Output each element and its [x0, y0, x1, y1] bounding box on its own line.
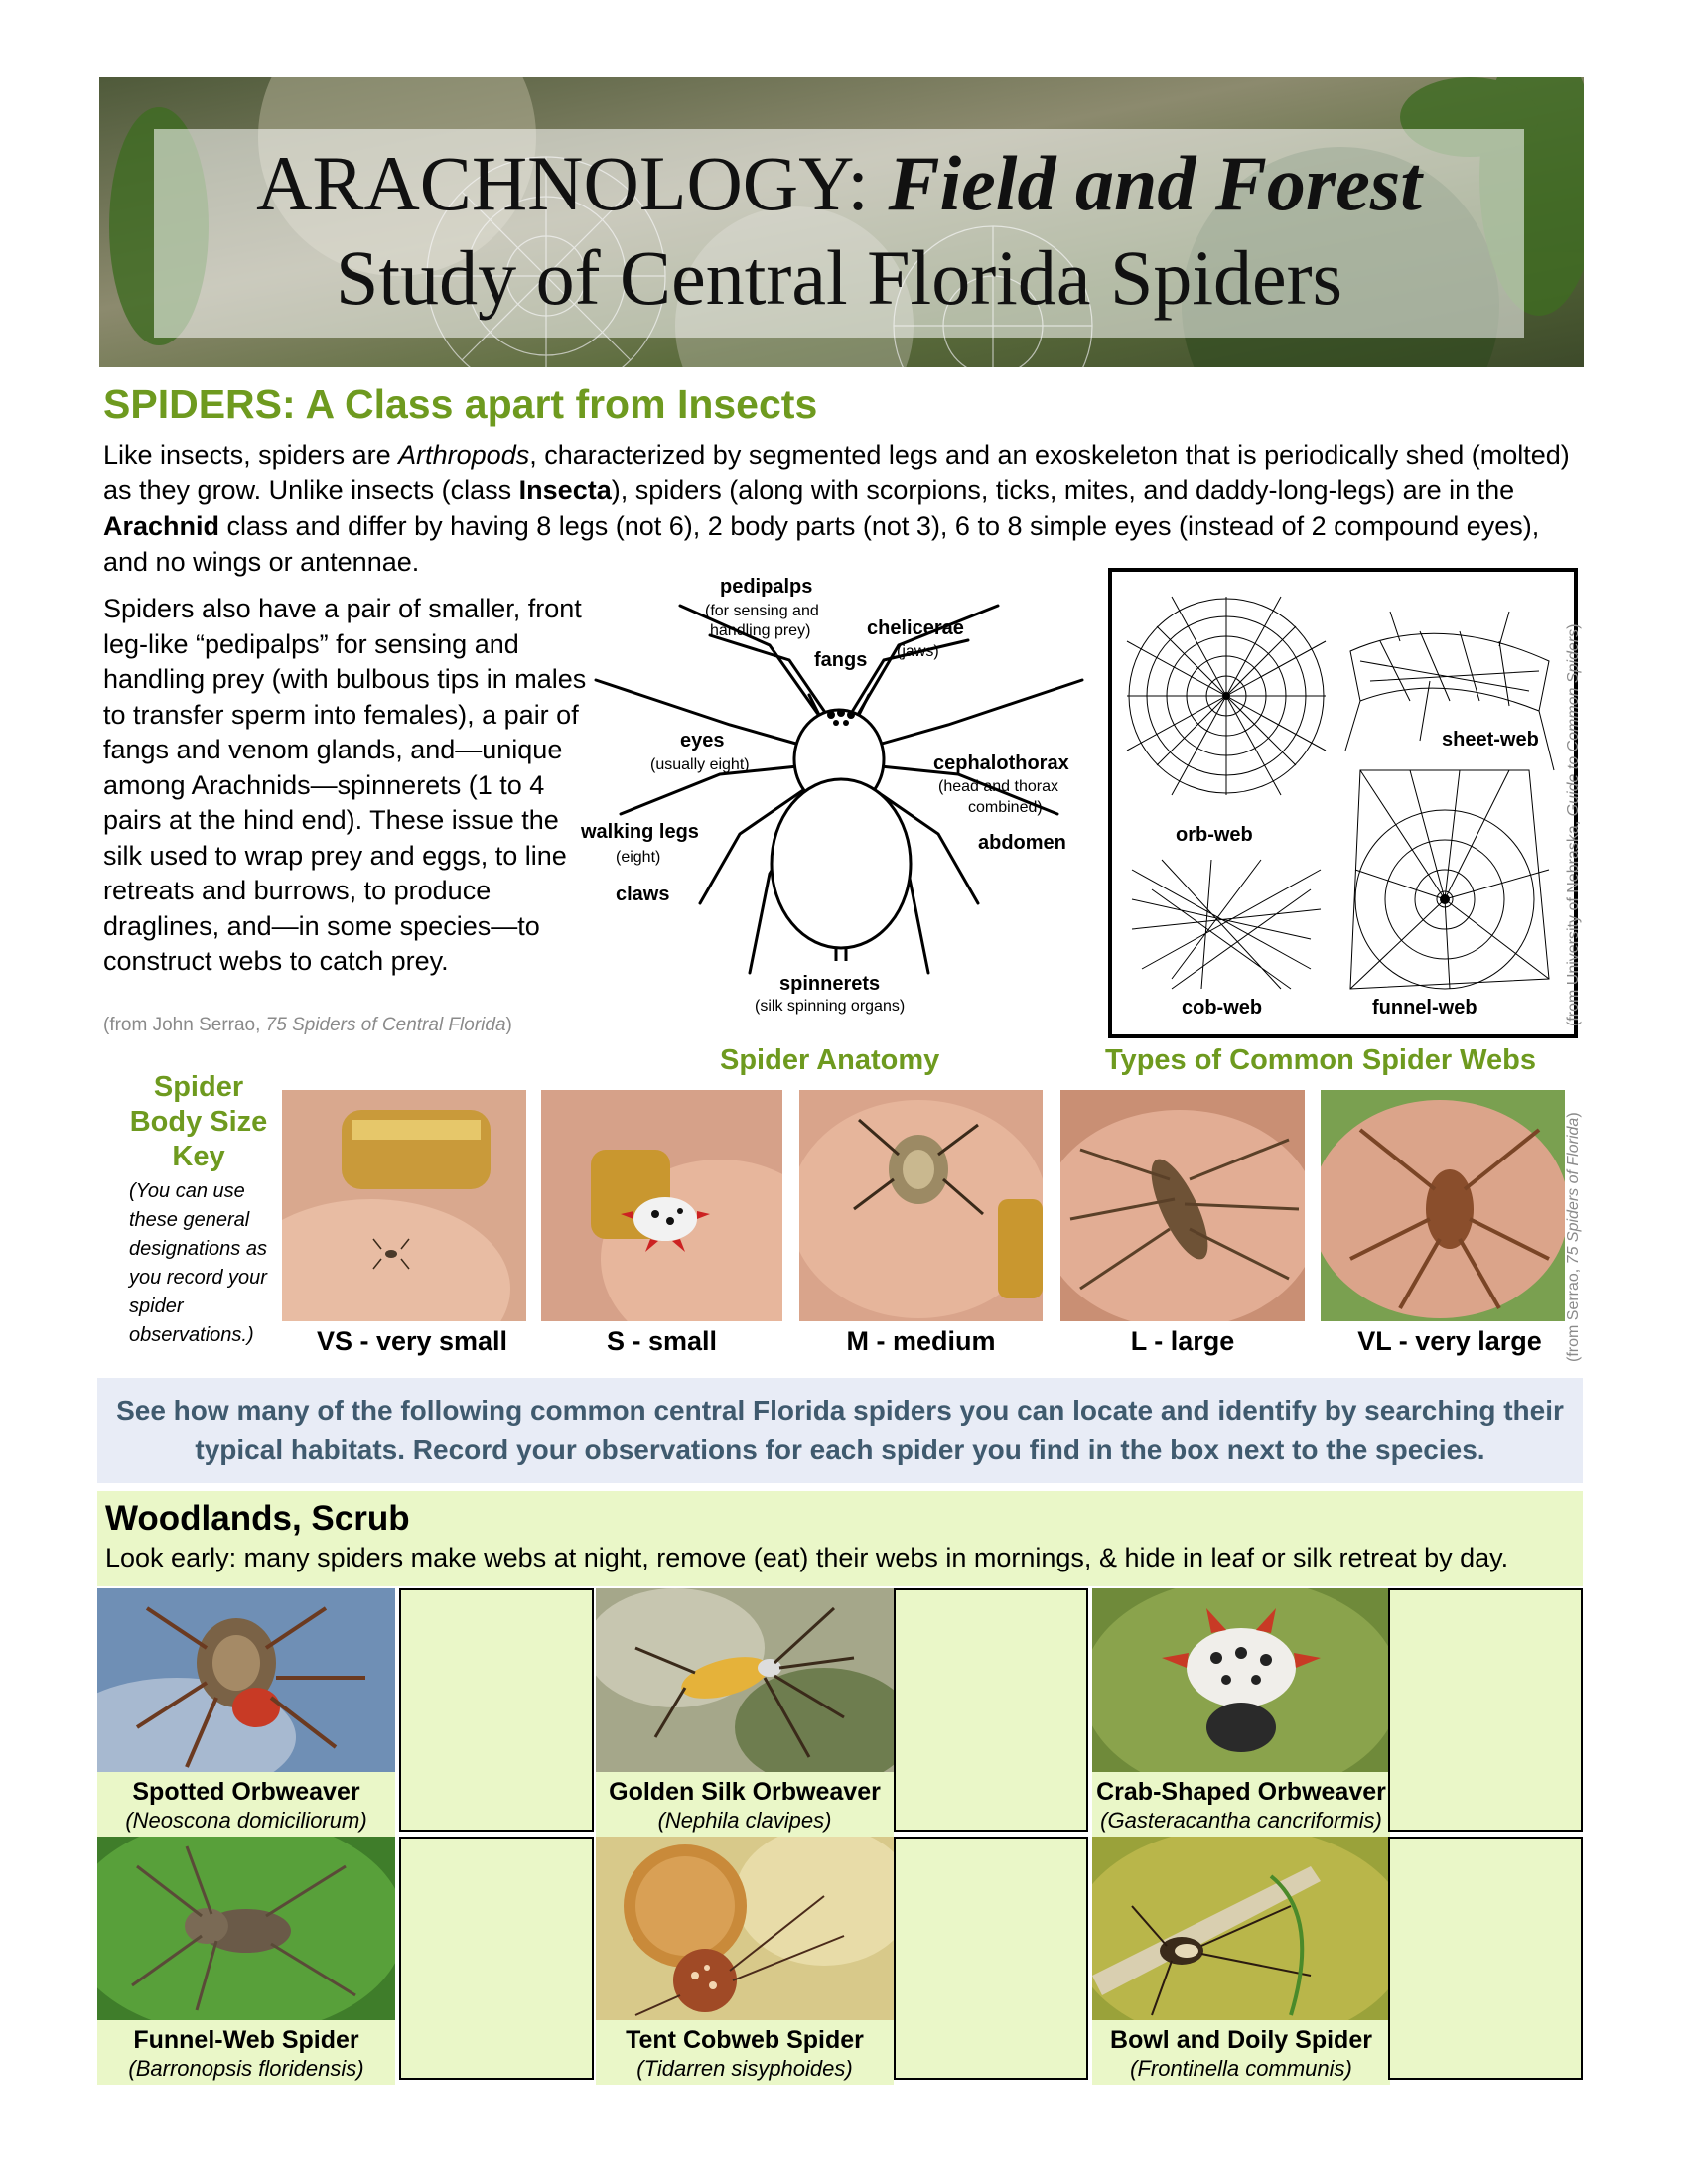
- spider-common-name: Bowl and Doily Spider: [1110, 2026, 1372, 2054]
- intro-text: ), spiders (along with scorpions, ticks, mites, and daddy-long-legs) are in the: [611, 476, 1515, 505]
- spider-scientific-name: (Barronopsis floridensis): [128, 2056, 364, 2081]
- section-title: SPIDERS: A Class apart from Insects: [103, 381, 818, 427]
- size-label-very-large: VL - very large: [1357, 1326, 1542, 1356]
- spider-common-name: Spotted Orbweaver: [132, 1778, 360, 1806]
- intro-text: Like insects, spiders are: [103, 440, 399, 470]
- size-photo-very-large: [1321, 1090, 1565, 1321]
- header-title-panel: [154, 129, 1524, 338]
- label-chelicerae-sub: (jaws): [897, 643, 939, 660]
- spider-label: [97, 1772, 395, 1837]
- label-walking-legs-sub: (eight): [616, 849, 661, 866]
- label-abdomen: abdomen: [978, 832, 1066, 854]
- woodlands-header: [97, 1491, 1583, 1586]
- size-key-title-line: Spider: [153, 1071, 244, 1103]
- label-chelicerae: chelicerae: [867, 617, 964, 639]
- spider-scientific-name: (Tidarren sisyphoides): [636, 2056, 853, 2081]
- spider-label: [596, 2020, 894, 2085]
- spider-common-name: Tent Cobweb Spider: [626, 2026, 864, 2054]
- size-label-small: S - small: [606, 1326, 718, 1356]
- credit-book: 75 Spiders of Central Florida: [265, 1015, 506, 1035]
- label-funnel-web: funnel-web: [1372, 997, 1477, 1019]
- title-line-1: [154, 139, 1524, 228]
- intro-text: , characterized by segmented legs and an exoskeleton that is periodically shed (molted) as they grow. Unlike insects (class: [103, 440, 1570, 505]
- label-spinnerets: spinnerets: [779, 973, 881, 995]
- label-pedipalps-sub: handling prey): [710, 622, 811, 639]
- spider-anatomy-diagram: [581, 576, 1097, 1013]
- label-walking-legs: walking legs: [581, 821, 699, 843]
- title-italic: Field and Forest: [888, 140, 1422, 226]
- source-credit: [103, 1015, 512, 1036]
- webs-credit: [1565, 624, 1583, 1026]
- habitat-title: Woodlands, Scrub: [105, 1499, 410, 1538]
- label-pedipalps: pedipalps: [720, 576, 813, 598]
- spider-label: [596, 1772, 894, 1837]
- record-box-golden-silk-orbweaver[interactable]: [894, 1588, 1088, 1832]
- anatomy-description: Spiders also have a pair of smaller, front leg-like “pedipalps” for sensing and handling prey (with bulbous tips in males to transfer sperm into females), a pair of fangs and venom glands, and—unique among Arachnids—spinnerets (1 to 4 pairs at the hind end). These issue the silk used to wrap prey and eggs, to line retreats and burrows, to produce draglines, and—in some species—to construct webs to catch prey.: [103, 594, 587, 976]
- habitat-note: Look early: many spiders make webs at night, remove (eat) their webs in mornings, & hide in leaf or silk retreat by day.: [105, 1543, 1509, 1572]
- credit-book: 75 Spiders of Florida: [1565, 1117, 1582, 1265]
- credit-book: Guide to Common Spiders: [1565, 628, 1582, 817]
- size-photo-medium: [799, 1090, 1043, 1321]
- size-photo-very-small: [282, 1090, 526, 1321]
- intro-term: Arachnid: [103, 511, 220, 541]
- label-cob-web: cob-web: [1182, 997, 1263, 1019]
- instructions-callout: [97, 1378, 1583, 1483]
- spider-common-name: Golden Silk Orbweaver: [609, 1778, 881, 1806]
- spider-photo-tent-cobweb-spider: [596, 1837, 894, 2020]
- credit-text: (from Serrao,: [1565, 1264, 1582, 1362]
- record-box-tent-cobweb-spider[interactable]: [894, 1837, 1088, 2080]
- spider-photo-funnel-web-spider: [97, 1837, 395, 2020]
- spider-label: [97, 2020, 395, 2085]
- size-photo-small: [541, 1090, 782, 1321]
- spider-photo-spotted-orbweaver: [97, 1588, 395, 1772]
- label-orb-web: orb-web: [1176, 824, 1253, 846]
- spider-scientific-name: (Frontinella communis): [1130, 2056, 1352, 2081]
- record-box-spotted-orbweaver[interactable]: [399, 1588, 594, 1832]
- label-eyes: eyes: [680, 730, 725, 751]
- label-ceph-sub: combined): [968, 799, 1043, 816]
- spider-photo-bowl-and-doily-spider: [1092, 1837, 1390, 2020]
- spider-scientific-name: (Neoscona domiciliorum): [125, 1808, 367, 1833]
- intro-term: Arthropods: [398, 440, 530, 470]
- title-plain: ARACHNOLOGY:: [256, 140, 869, 226]
- record-box-bowl-and-doily-spider[interactable]: [1388, 1837, 1583, 2080]
- webs-caption: Types of Common Spider Webs: [1105, 1044, 1536, 1076]
- credit-text: (from University of Nebraska,: [1565, 816, 1582, 1026]
- size-key-title: [119, 1070, 278, 1174]
- spider-label: [1092, 2020, 1390, 2085]
- size-key-title-line: Key: [172, 1141, 225, 1172]
- spider-common-name: Funnel-Web Spider: [133, 2026, 359, 2054]
- instructions-text: See how many of the following common central Florida spiders you can locate and identify by searching their typical habitats. Record your observations for each spider you find in the box next to the species.: [116, 1395, 1564, 1465]
- size-label-medium: M - medium: [846, 1326, 996, 1356]
- intro-term: Insecta: [518, 476, 612, 505]
- web-types-diagram: [1108, 568, 1578, 1038]
- label-pedipalps-sub: (for sensing and: [705, 603, 819, 619]
- size-key-note: (You can use these general designations as you record your spider observations.): [129, 1180, 267, 1346]
- size-label-large: L - large: [1130, 1326, 1235, 1356]
- record-box-funnel-web-spider[interactable]: [399, 1837, 594, 2080]
- title-line-2: Study of Central Florida Spiders: [336, 234, 1342, 321]
- size-key-title-line: Body Size: [129, 1106, 268, 1138]
- credit-text: ): [1565, 623, 1582, 629]
- intro-text: class and differ by having 8 legs (not 6), 2 body parts (not 3), 6 to 8 simple eyes (instead of 2 compound eyes), and no wings or antennae.: [103, 511, 1540, 577]
- label-fangs: fangs: [814, 649, 868, 671]
- intro-paragraph: [103, 437, 1583, 580]
- cob-web-drawing: [1132, 860, 1321, 989]
- label-eyes-sub: (usually eight): [650, 756, 750, 773]
- anatomy-caption: Spider Anatomy: [720, 1044, 940, 1076]
- label-ceph-sub: (head and thorax: [938, 778, 1058, 795]
- credit-text: ): [1565, 1112, 1582, 1118]
- label-cephalothorax: cephalothorax: [933, 752, 1069, 774]
- spider-photo-crab-shaped-orbweaver: [1092, 1588, 1390, 1772]
- credit-text: (from John Serrao,: [103, 1015, 266, 1035]
- record-box-crab-shaped-orbweaver[interactable]: [1388, 1588, 1583, 1832]
- funnel-web-drawing: [1350, 770, 1549, 989]
- size-label-very-small: VS - very small: [316, 1326, 508, 1356]
- size-key-credit: [1565, 1112, 1583, 1362]
- credit-text: ): [505, 1015, 512, 1035]
- spider-label: [1092, 1772, 1390, 1837]
- label-sheet-web: sheet-web: [1442, 729, 1539, 751]
- spider-scientific-name: (Nephila clavipes): [657, 1808, 832, 1833]
- size-photo-large: [1060, 1090, 1305, 1321]
- spider-common-name: Crab-Shaped Orbweaver: [1096, 1778, 1386, 1806]
- web-drawings-icon: [1112, 572, 1574, 1034]
- label-claws: claws: [616, 884, 670, 905]
- spider-scientific-name: (Gasteracantha cancriformis): [1100, 1808, 1382, 1833]
- spider-photo-golden-silk-orbweaver: [596, 1588, 894, 1772]
- label-spinnerets-sub: (silk spinning organs): [755, 998, 906, 1015]
